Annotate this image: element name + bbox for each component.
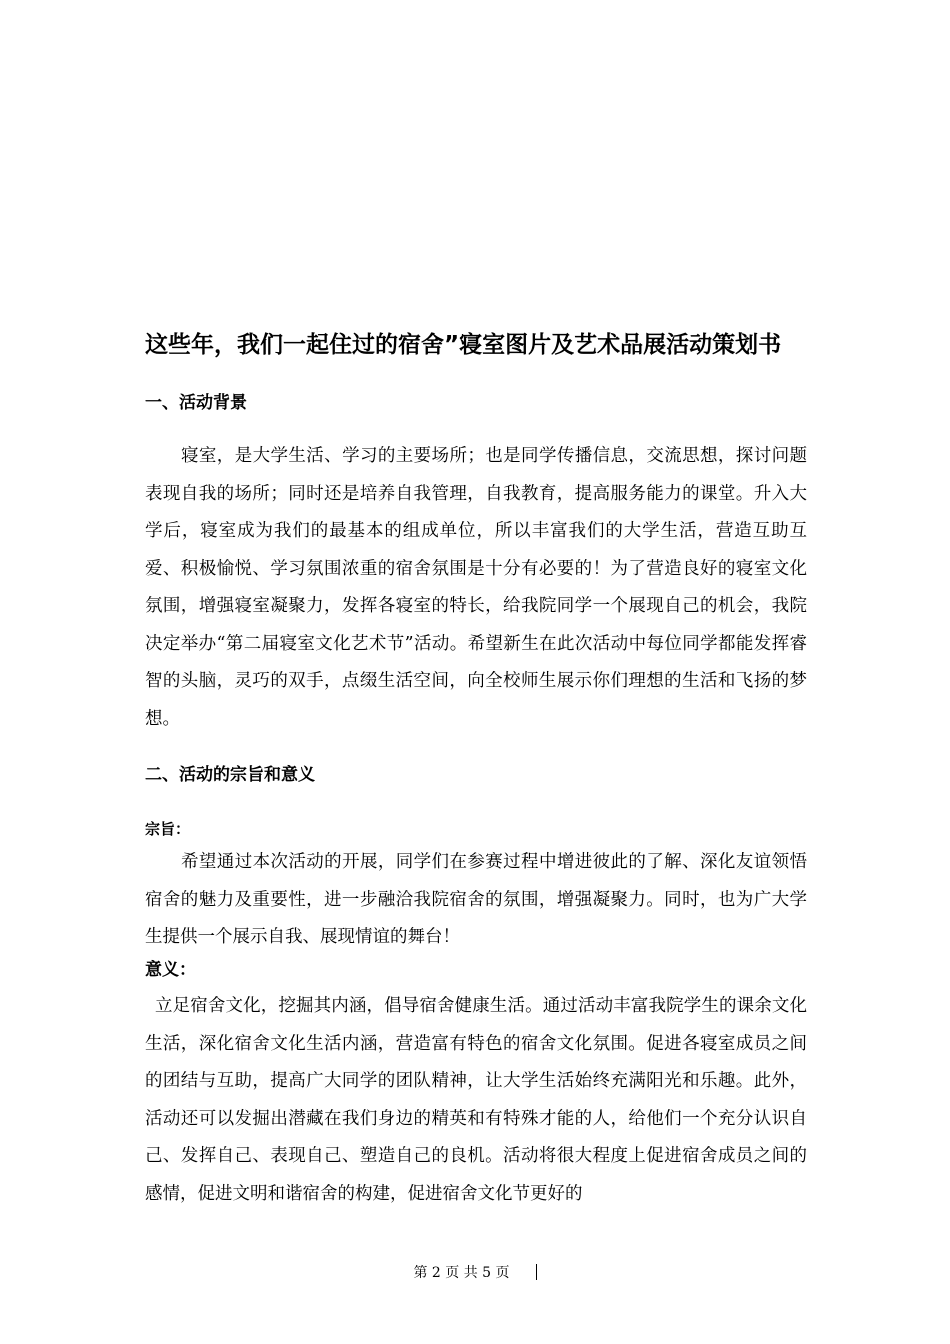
background-paragraph: 寝室，是大学生活、学习的主要场所；也是同学传播信息，交流思想，探讨问题表现自我的场所；同时还是培养自我管理，自我教育，提高服务能力的课堂。升入大学后，寝室成为我们的最基本的组成单位，所以丰富我们的大学生活，营造互助互爱、积极愉悦、学习氛围浓重的宿舍氛围是十分有必要的！为了营造良好的寝室文化氛围，增强寝室凝聚力，发挥各寝室的特长，给我院同学一个展现自己的机会，我院决定举办“第二届寝室文化艺术节”活动。希望新生在此次活动中每位同学都能发挥睿智的头脑，灵巧的双手，点缀生活空间，向全校师生展示你们理想的生活和飞扬的梦想。 [145, 446, 807, 729]
page-number: 第 2 页 共 5 页 [413, 1265, 510, 1281]
page-footer [0, 1263, 950, 1283]
meaning-paragraph: 立足宿舍文化，挖掘其内涵，倡导宿舍健康生活。通过活动丰富我院学生的课余文化生活，深化宿舍文化生活内涵，营造富有特色的宿舍文化氛围。促进各寝室成员之间的团结与互助，提高广大同学的团队精神，让大学生活始终充满阳光和乐趣。此外，活动还可以发掘出潜藏在我们身边的精英和有特殊才能的人，给他们一个充分认识自己、发挥自己、表现自己、塑造自己的良机。活动将很大程度上促进宿舍成员之间的感情，促进文明和谐宿舍的构建，促进宿舍文化节更好的 [145, 996, 807, 1204]
meaning-label: 意义： [145, 960, 196, 980]
purpose-label: 宗旨： [145, 820, 191, 838]
footer-divider [536, 1264, 537, 1280]
section-heading-background: 一、活动背景 [145, 393, 247, 413]
document-title: 这些年，我们一起住过的宿舍”寝室图片及艺术品展活动策划书 [145, 332, 782, 358]
purpose-paragraph: 希望通过本次活动的开展，同学们在参赛过程中增进彼此的了解、深化友谊领悟宿舍的魅力及重要性，进一步融洽我院宿舍的氛围，增强凝聚力。同时，也为广大学生提供一个展示自我、展现情谊的舞台！ [145, 852, 807, 947]
section-heading-purpose-meaning: 二、活动的宗旨和意义 [145, 765, 315, 785]
